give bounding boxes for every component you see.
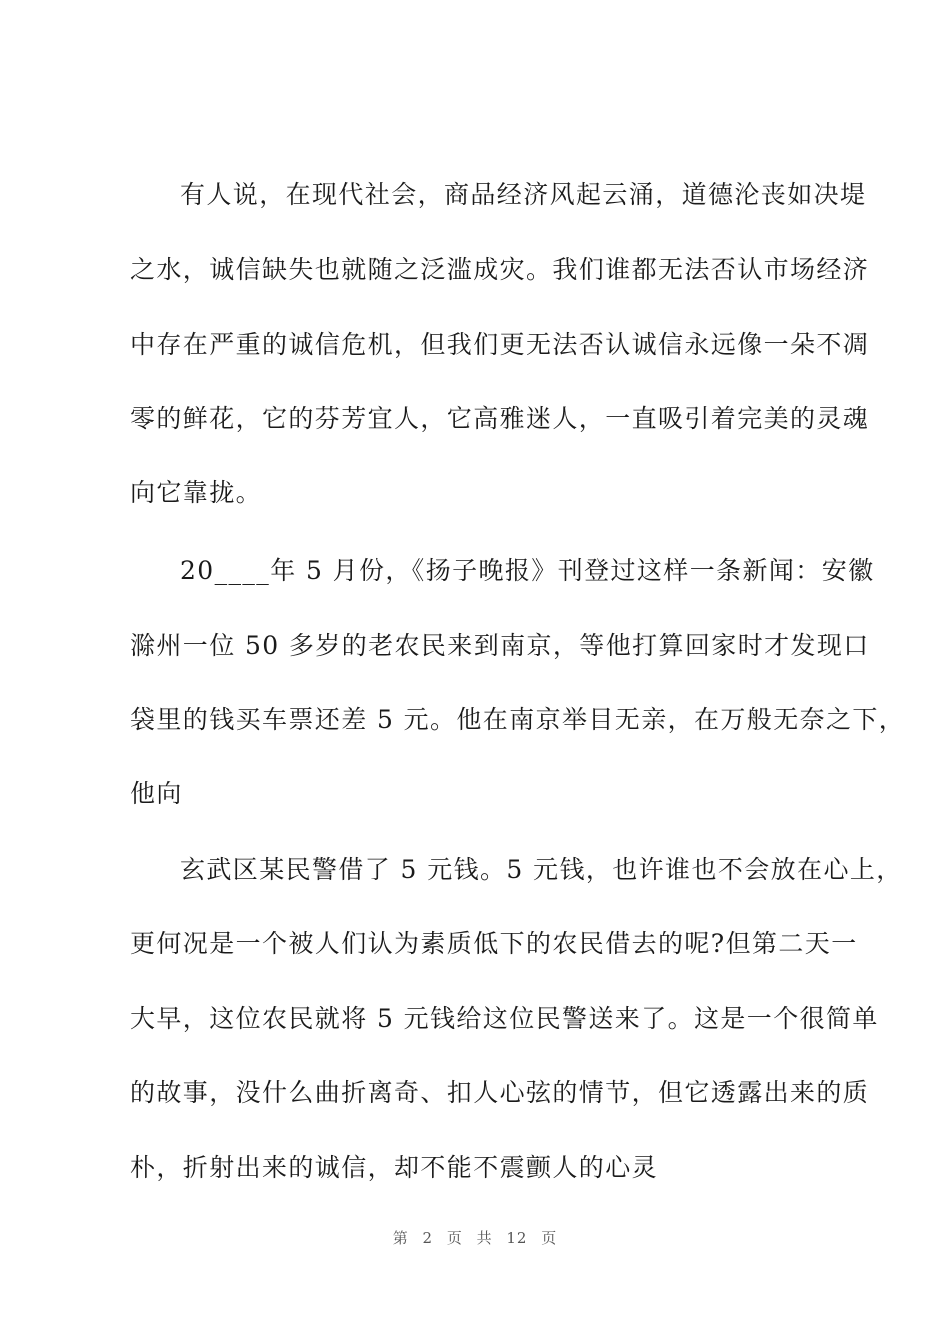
paragraph-1-line-1: 有人说，在现代社会，商品经济风起云涌，道德沦丧如决堤 — [180, 180, 867, 209]
paragraph-3-line-1: 玄武区某民警借了 5 元钱。5 元钱，也许谁也不会放在心上， — [180, 855, 903, 884]
paragraph-2-line-3: 袋里的钱买车票还差 5 元。他在南京举目无亲，在万般无奈之下， — [130, 705, 906, 734]
paragraph-3-line-5: 朴，折射出来的诚信，却不能不震颤人的心灵 — [130, 1153, 659, 1182]
paragraph-1-line-3: 中存在严重的诚信危机，但我们更无法否认诚信永远像一朵不凋 — [130, 330, 870, 359]
page-number-footer: 第 2 页 共 12 页 — [392, 1229, 558, 1247]
paragraph-3-line-4: 的故事，没什么曲折离奇、扣人心弦的情节，但它透露出来的质 — [130, 1078, 870, 1107]
paragraph-1-line-5: 向它靠拢。 — [130, 478, 263, 507]
paragraph-2-line-2: 滁州一位 50 多岁的老农民来到南京，等他打算回家时才发现口 — [130, 631, 870, 660]
paragraph-2-line-1: 20____年 5 月份，《扬子晚报》刊登过这样一条新闻：安徽 — [180, 556, 875, 585]
paragraph-1-line-4: 零的鲜花，它的芬芳宜人，它高雅迷人，一直吸引着完美的灵魂 — [130, 404, 870, 433]
paragraph-3-line-2: 更何况是一个被人们认为素质低下的农民借去的呢?但第二天一 — [130, 929, 858, 958]
paragraph-3-line-3: 大早，这位农民就将 5 元钱给这位民警送来了。这是一个很简单 — [130, 1004, 879, 1033]
paragraph-2-line-4: 他向 — [130, 779, 183, 808]
paragraph-1-line-2: 之水，诚信缺失也就随之泛滥成灾。我们谁都无法否认市场经济 — [130, 255, 870, 284]
